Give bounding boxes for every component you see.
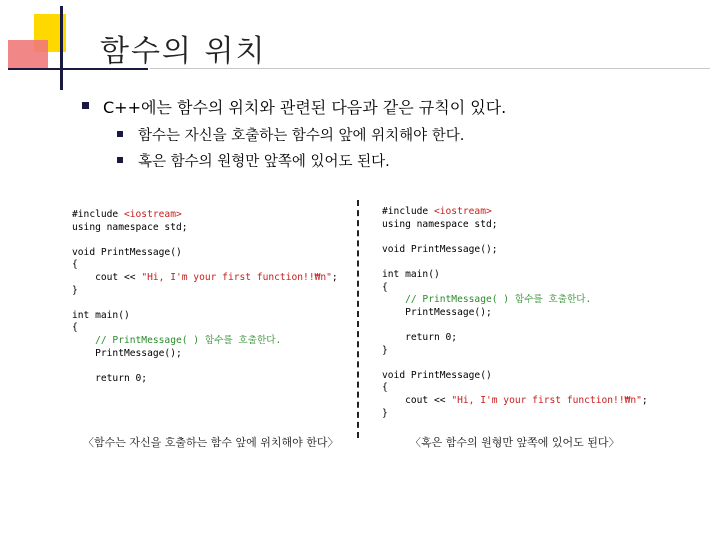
code-line: return 0; bbox=[72, 372, 148, 384]
code-line: #include <iostream> bbox=[72, 209, 182, 220]
code-line: PrintMessage(); bbox=[72, 347, 182, 359]
code-line: } bbox=[382, 407, 388, 419]
slide-title: 함수의 위치 bbox=[100, 34, 267, 69]
code-line: { bbox=[72, 322, 78, 334]
title-decoration-red bbox=[8, 40, 48, 70]
code-line: void PrintMessage() bbox=[72, 246, 182, 258]
sub-bullet-text-1: 함수는 자신을 호출하는 함수의 앞에 위치해야 한다. bbox=[138, 128, 465, 144]
code-line: #include <iostream> bbox=[382, 206, 492, 217]
code-line: return 0; bbox=[382, 331, 458, 343]
code-line: { bbox=[72, 259, 78, 271]
sub-bullet-icon bbox=[117, 131, 123, 137]
code-comment: // PrintMessage( ) 함수를 호출한다. bbox=[382, 294, 592, 306]
code-line: void PrintMessage(); bbox=[382, 243, 498, 255]
code-line: using namespace std; bbox=[72, 221, 188, 233]
title-decoration-vline bbox=[60, 6, 63, 90]
bullet-icon bbox=[82, 102, 89, 109]
code-comment: // PrintMessage( ) 함수를 호출한다. bbox=[72, 334, 282, 346]
code-line: int main() bbox=[72, 309, 130, 321]
sub-bullet-text-2: 혹은 함수의 원형만 앞쪽에 있어도 된다. bbox=[138, 154, 390, 170]
code-line: { bbox=[382, 281, 388, 293]
code-line: cout << "Hi, I'm your first function!!₩n"; bbox=[382, 394, 648, 406]
left-caption: 〈함수는 자신을 호출하는 함수 앞에 위치해야 한다〉 bbox=[83, 436, 339, 449]
code-line: { bbox=[382, 382, 388, 394]
code-line: cout << "Hi, I'm your first function!!₩n"; bbox=[72, 271, 338, 283]
left-code-block bbox=[72, 209, 338, 385]
right-code-block bbox=[382, 206, 648, 420]
code-line: } bbox=[382, 344, 388, 356]
divider-dashed bbox=[357, 200, 359, 438]
code-line: int main() bbox=[382, 268, 440, 280]
code-line: using namespace std; bbox=[382, 218, 498, 230]
code-line: } bbox=[72, 284, 78, 296]
code-line: PrintMessage(); bbox=[382, 306, 492, 318]
sub-bullet-icon bbox=[117, 157, 123, 163]
right-caption: 〈혹은 함수의 원형만 앞쪽에 있어도 된다〉 bbox=[410, 436, 620, 449]
main-bullet-text: C++에는 함수의 위치와 관련된 다음과 같은 규칙이 있다. bbox=[103, 98, 507, 117]
code-line: void PrintMessage() bbox=[382, 369, 492, 381]
